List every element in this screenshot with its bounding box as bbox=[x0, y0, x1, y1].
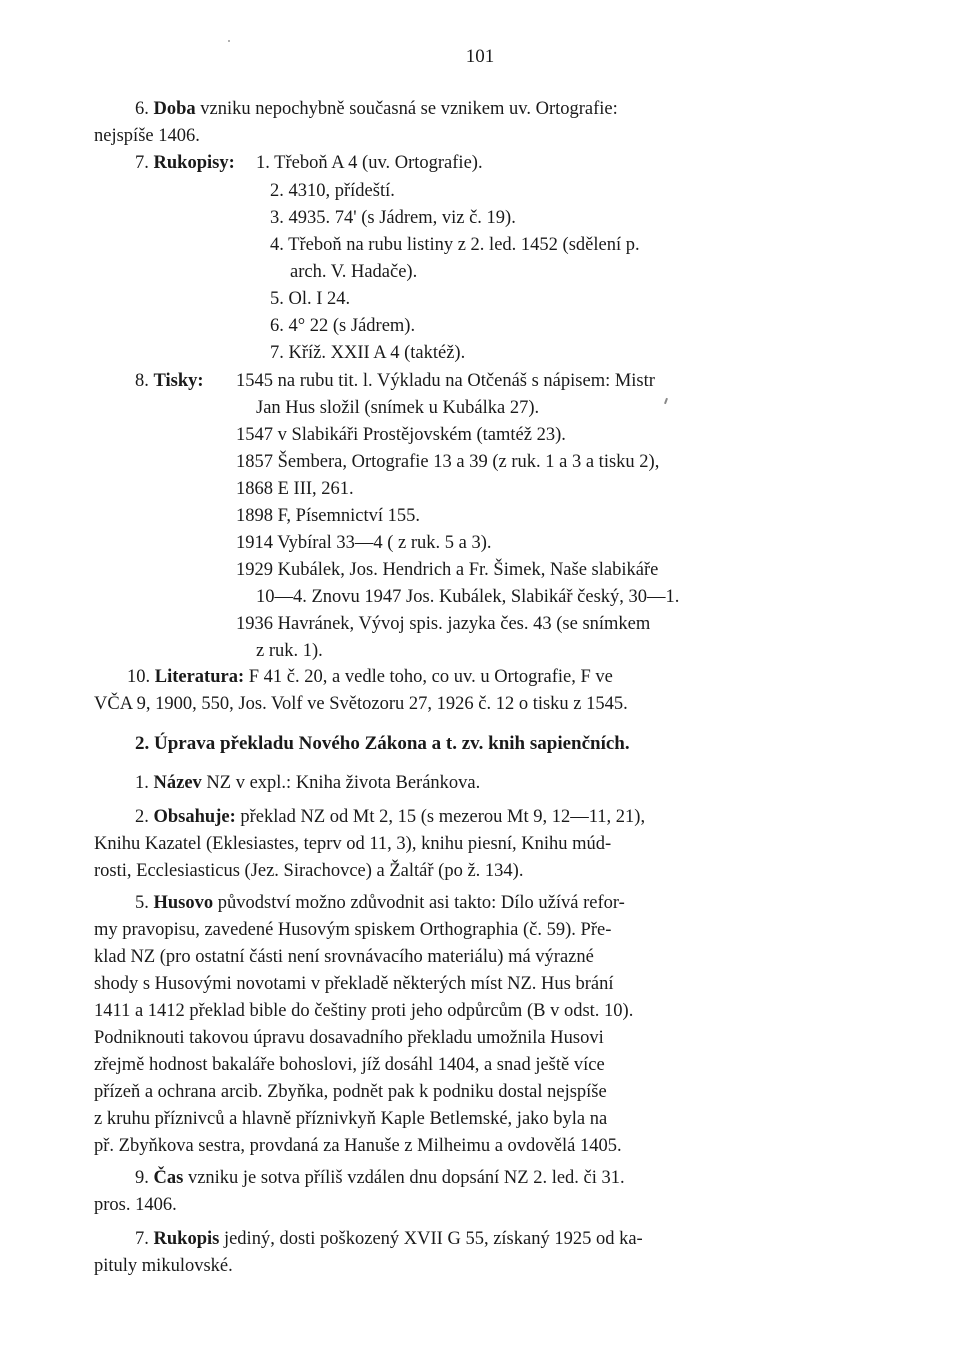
print-entry: 1898 F, Písemnictví 155. bbox=[236, 506, 421, 526]
item-label: Název bbox=[153, 773, 202, 793]
manuscript-entry: 2. 4310, přídeští. bbox=[270, 181, 395, 201]
manuscript-entry: 7. Kříž. XXII A 4 (taktéž). bbox=[270, 343, 466, 363]
paragraph-line: př. Zbyňkova sestra, provdaná za Hanuše z Milheimu a ovdovělá 1405. bbox=[94, 1136, 622, 1156]
item-text: vzniku nepochybně současná se vznikem uv. Ortografie: bbox=[200, 99, 618, 119]
item-text: F 41 č. 20, a vedle toho, co uv. u Ortografie, F ve bbox=[248, 667, 613, 687]
manuscript-entry: 4. Třeboň na rubu listiny z 2. led. 1452 (sdělení p. bbox=[270, 235, 640, 255]
item-label: Obsahuje: bbox=[153, 807, 236, 827]
s2-item-2-line-3: rosti, Ecclesiasticus (Jez. Sirachovce) a Žaltář (po ž. 134). bbox=[94, 861, 524, 881]
manuscript-entry: 6. 4° 22 (s Jádrem). bbox=[270, 316, 416, 336]
speck bbox=[664, 398, 668, 404]
item-10-line-2: VČA 9, 1900, 550, Jos. Volf ve Světozoru 27, 1926 č. 12 o tisku z 1545. bbox=[94, 694, 628, 714]
item-label: Rukopisy: bbox=[153, 153, 235, 173]
paragraph-line: klad NZ (pro ostatní části není srovnávacího materiálu) má výrazné bbox=[94, 947, 594, 967]
item-number: 1. bbox=[135, 773, 149, 793]
item-label: Husovo bbox=[153, 893, 214, 913]
section-heading: 2. Úprava překladu Nového Zákona a t. zv. knih sapienčních. bbox=[135, 733, 630, 754]
s2-item-2-line-2: Knihu Kazatel (Eklesiastes, teprv od 11, 3), knihu piesní, Knihu múd- bbox=[94, 834, 612, 854]
print-entry: 1545 na rubu tit. l. Výkladu na Otčenáš s nápisem: Mistr bbox=[236, 371, 655, 391]
item-text: vzniku je sotva příliš vzdálen dnu dopsání NZ 2. led. či 31. bbox=[187, 1168, 625, 1188]
print-entry-continued: Jan Hus složil (snímek u Kubálka 27). bbox=[256, 398, 540, 418]
print-entry: 1868 E III, 261. bbox=[236, 479, 354, 499]
item-label: Literatura: bbox=[154, 667, 245, 687]
speck bbox=[228, 40, 230, 42]
item-number: 7. bbox=[135, 1229, 149, 1249]
paragraph-line: my pravopisu, zavedené Husovým spiskem Orthographia (č. 59). Pře- bbox=[94, 920, 612, 940]
item-label: Doba bbox=[153, 99, 196, 119]
item-number: 8. bbox=[135, 371, 149, 391]
item-6-line-2: nejspíše 1406. bbox=[94, 126, 200, 146]
item-number: 10. bbox=[127, 667, 151, 687]
item-8-label bbox=[135, 368, 204, 394]
paragraph-line: 1411 a 1412 překlad bible do češtiny proti jeho odpůrcům (B v odst. 10). bbox=[94, 1001, 634, 1021]
print-entry-continued: z ruk. 1). bbox=[256, 641, 323, 661]
s2-item-9-line-1 bbox=[135, 1165, 625, 1191]
print-entry: 1929 Kubálek, Jos. Hendrich a Fr. Šimek, Naše slabikáře bbox=[236, 560, 659, 580]
paragraph-line: Podniknouti takovou úpravu dosavadního překladu umožnila Husovi bbox=[94, 1028, 604, 1048]
item-number: 7. bbox=[135, 153, 149, 173]
s2-item-9-line-2: pros. 1406. bbox=[94, 1195, 177, 1215]
paragraph-line: zřejmě hodnost bakaláře bohoslovi, jíž dosáhl 1404, a snad ještě více bbox=[94, 1055, 605, 1075]
item-label: Rukopis bbox=[153, 1229, 220, 1249]
manuscript-entry: 1. Třeboň A 4 (uv. Ortografie). bbox=[256, 153, 483, 173]
paragraph-line: shody s Husovými novotami v překladě některých míst NZ. Hus brání bbox=[94, 974, 614, 994]
s2-item-7-line-2: pituly mikulovské. bbox=[94, 1256, 233, 1276]
item-number: 2. bbox=[135, 807, 149, 827]
item-10-line-1 bbox=[127, 664, 613, 690]
item-text: původství možno zdůvodnit asi takto: Dílo užívá refor- bbox=[217, 893, 625, 913]
paragraph-line: z kruhu příznivců a hlavně příznivkyň Kaple Betlemské, jako byla na bbox=[94, 1109, 608, 1129]
print-entry: 1914 Vybíral 33—4 ( z ruk. 5 a 3). bbox=[236, 533, 492, 553]
s2-item-5-line-1 bbox=[135, 890, 625, 916]
print-entry-continued: 10—4. Znovu 1947 Jos. Kubálek, Slabikář český, 30—1. bbox=[256, 587, 680, 607]
item-label: Čas bbox=[153, 1168, 184, 1188]
manuscript-entry-continued: arch. V. Hadače). bbox=[290, 262, 418, 282]
manuscript-entry: 5. Ol. I 24. bbox=[270, 289, 351, 309]
item-text: překlad NZ od Mt 2, 15 (s mezerou Mt 9, 12—11, 21), bbox=[240, 807, 646, 827]
s2-item-2-line-1 bbox=[135, 804, 645, 830]
item-7-label bbox=[135, 150, 235, 176]
item-number: 9. bbox=[135, 1168, 149, 1188]
item-number: 5. bbox=[135, 893, 149, 913]
s2-item-1 bbox=[135, 770, 480, 796]
page-number: 101 bbox=[465, 46, 495, 67]
print-entry: 1547 v Slabikáři Prostějovském (tamtéž 23). bbox=[236, 425, 566, 445]
item-number: 6. bbox=[135, 99, 149, 119]
item-label: Tisky: bbox=[153, 371, 204, 391]
print-entry: 1857 Šembera, Ortografie 13 a 39 (z ruk. 1 a 3 a tisku 2), bbox=[236, 452, 660, 472]
s2-item-7-line-1 bbox=[135, 1226, 643, 1252]
paragraph-line: přízeň a ochrana arcib. Zbyňka, podnět pak k podniku dostal nejspíše bbox=[94, 1082, 607, 1102]
item-text: NZ v expl.: Kniha života Beránkova. bbox=[206, 773, 481, 793]
item-6-line-1 bbox=[135, 96, 618, 122]
manuscript-entry: 3. 4935. 74' (s Jádrem, viz č. 19). bbox=[270, 208, 516, 228]
item-text: jediný, dosti poškozený XVII G 55, získaný 1925 od ka- bbox=[223, 1229, 643, 1249]
print-entry: 1936 Havránek, Vývoj spis. jazyka čes. 43 (se snímkem bbox=[236, 614, 651, 634]
